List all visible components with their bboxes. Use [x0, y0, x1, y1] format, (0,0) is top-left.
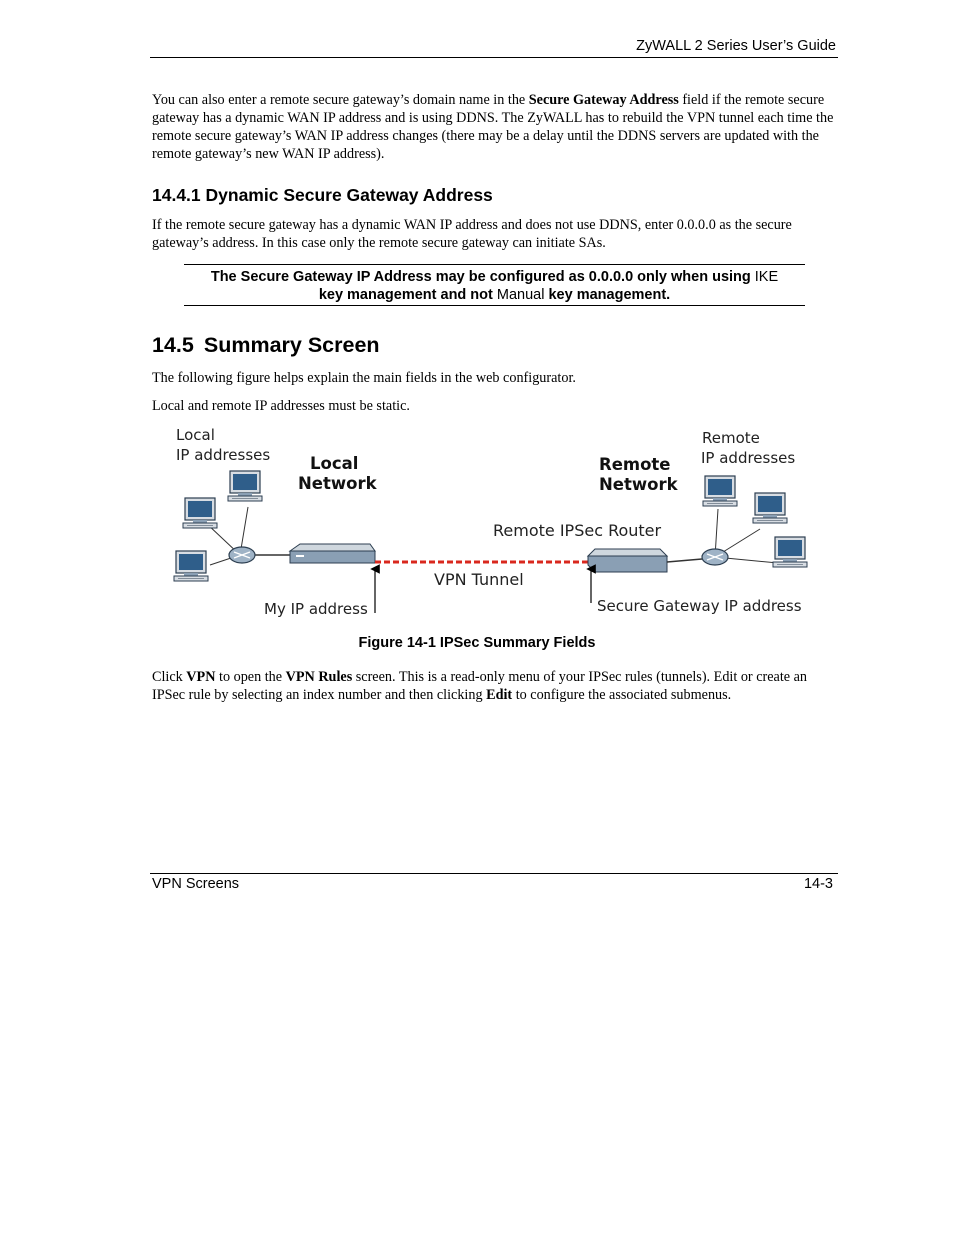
footer-rule [150, 873, 838, 874]
intro-text-c: field if the remote secure gateway has a dynamic WAN IP address and is using DDNS. The ZyWALL has to rebuild the VPN tunnel each time the remote secure gateway’s WAN IP address changes (there may be a delay until the DDNS servers are updated with the remote gateway’s new WAN IP address). [152, 92, 834, 162]
link-line [667, 559, 702, 562]
closing-g: to configure the associated submenus. [512, 687, 732, 703]
local-pc-icon [183, 498, 217, 528]
running-header-title: ZyWALL 2 Series User’s Guide [636, 38, 836, 54]
note-box [184, 264, 805, 306]
remote-hub-icon [702, 549, 728, 565]
remote-ipsec-router-label: Remote IPSec Router [493, 521, 662, 540]
intro-field-name: Secure Gateway Address [528, 92, 679, 108]
section-heading-14-5 [152, 333, 380, 358]
note-part-2: IKE [754, 269, 779, 285]
closing-edit: Edit [486, 687, 513, 703]
remote-router-device-icon [588, 549, 667, 572]
local-pc-icon [228, 471, 262, 501]
note-part-3: key management and not [318, 287, 497, 303]
local-router-device-icon [290, 544, 375, 563]
section-heading-14-4-1: 14.4.1 Dynamic Secure Gateway Address [152, 185, 493, 205]
remote-pc-icon [773, 537, 807, 567]
closing-paragraph [152, 668, 836, 704]
footer-chapter: VPN Screens [152, 876, 240, 892]
header-rule [150, 57, 838, 58]
closing-vpn: VPN [186, 669, 216, 685]
note-part-5: key management. [544, 287, 671, 303]
remote-network-label-line2: Network [599, 475, 678, 494]
ipsec-summary-diagram [170, 423, 820, 623]
local-hub-icon [229, 547, 255, 563]
summary-intro: The following figure helps explain the main fields in the web configurator. [152, 370, 576, 386]
local-ip-label-line1: Local [176, 426, 215, 444]
vpn-tunnel-label: VPN Tunnel [434, 570, 524, 589]
remote-pc-icon [703, 476, 737, 506]
closing-a: Click [152, 669, 187, 685]
intro-text-a: You can also enter a remote secure gateway’s domain name in the [152, 92, 529, 108]
remote-network-label-line1: Remote [599, 455, 671, 474]
section-number: 14.5 [152, 333, 194, 357]
local-pc-icon [174, 551, 208, 581]
static-ip-note: Local and remote IP addresses must be static. [152, 398, 410, 414]
local-network-label-line2: Network [298, 474, 377, 493]
remote-ip-label-line2: IP addresses [701, 449, 796, 467]
closing-c: to open the [215, 669, 286, 685]
note-part-4: Manual [496, 287, 545, 303]
intro-paragraph [152, 91, 836, 163]
closing-e: screen. This is a read-only menu of your IPSec rules (tunnels). Edit or create an IPSec rule by selecting an index number and then clicking [152, 669, 807, 703]
my-ip-label: My IP address [264, 600, 368, 618]
section-14-4-1-body: If the remote secure gateway has a dynamic WAN IP address and does not use DDNS, enter 0.0.0.0 as the secure gateway’s address. In this case only the remote secure gateway can initiate SAs. [152, 217, 792, 251]
footer-page-number: 14-3 [803, 876, 833, 892]
closing-vpn-rules: VPN Rules [285, 669, 353, 685]
remote-ip-label-line1: Remote [702, 429, 760, 447]
section-title: Summary Screen [203, 333, 380, 357]
local-ip-label-line2: IP addresses [176, 446, 271, 464]
secure-gateway-ip-label: Secure Gateway IP address [597, 597, 802, 615]
local-network-label-line1: Local [310, 454, 359, 473]
remote-pc-icon [753, 493, 787, 523]
figure-caption: Figure 14-1 IPSec Summary Fields [358, 635, 596, 651]
note-part-1: The Secure Gateway IP Address may be configured as 0.0.0.0 only when using [210, 269, 755, 285]
